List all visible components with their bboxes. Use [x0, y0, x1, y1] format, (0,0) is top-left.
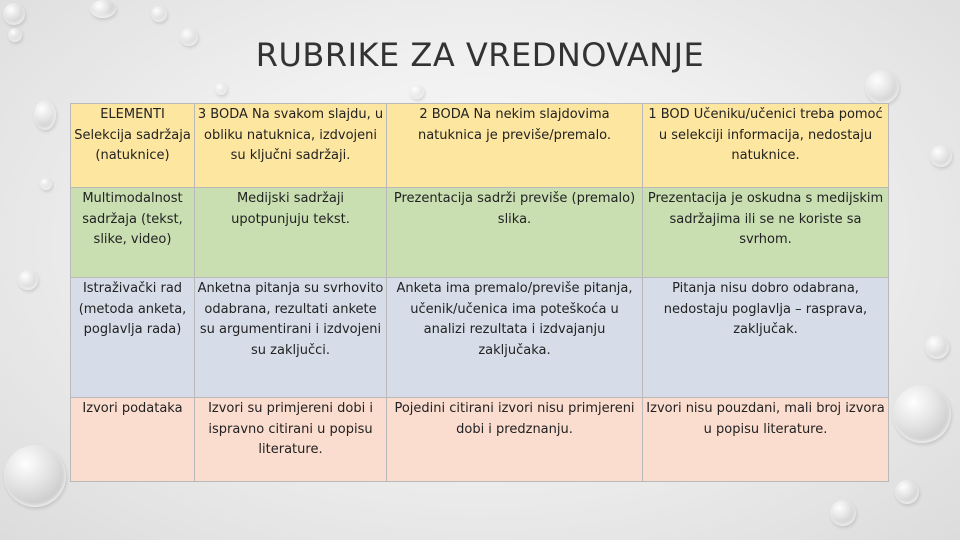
- table-cell-criterion: Multimodalnost sadržaja (tekst, slike, video): [71, 188, 195, 278]
- water-drop-decoration: [34, 100, 56, 130]
- table-row: [71, 104, 889, 188]
- table-cell-criterion: Istraživački rad (metoda anketa, poglavlja rada): [71, 278, 195, 398]
- table-cell-3-points: Anketna pitanja su svrhovito odabrana, rezultati ankete su argumentirani i izdvojeni su zaključci.: [195, 278, 387, 398]
- water-drop-decoration: [90, 0, 116, 18]
- table-cell-3-points: Izvori su primjereni dobi i ispravno citirani u popisu literature.: [195, 398, 387, 482]
- table-row: [71, 398, 889, 482]
- water-drop-decoration: [151, 6, 167, 22]
- water-drop-decoration: [4, 445, 66, 507]
- water-drop-decoration: [830, 500, 856, 526]
- rubric-table: [70, 103, 889, 482]
- table-cell-3-points: Medijski sadržaji upotpunjuju tekst.: [195, 188, 387, 278]
- table-cell-1-point: Izvori nisu pouzdani, mali broj izvora u popisu literature.: [643, 398, 889, 482]
- water-drop-decoration: [410, 85, 424, 99]
- water-drop-decoration: [925, 335, 949, 359]
- table-cell-2-points: Anketa ima premalo/previše pitanja, učenik/učenica ima poteškoća u analizi rezultata i izdvajanju zaključaka.: [387, 278, 643, 398]
- table-cell-2-points: Pojedini citirani izvori nisu primjereni dobi i predznanju.: [387, 398, 643, 482]
- slide-title: RUBRIKE ZA VREDNOVANJE: [255, 36, 705, 74]
- water-drop-decoration: [40, 178, 52, 190]
- water-drop-decoration: [215, 83, 227, 95]
- water-drop-decoration: [895, 480, 919, 504]
- table-cell-1-point: Pitanja nisu dobro odabrana, nedostaju poglavlja – rasprava, zaključak.: [643, 278, 889, 398]
- table-cell-2-points: 2 BODA Na nekim slajdovima natuknica je previše/premalo.: [387, 104, 643, 188]
- table-cell-criterion: Izvori podataka: [71, 398, 195, 482]
- table-cell-criterion: ELEMENTI Selekcija sadržaja (natuknice): [71, 104, 195, 188]
- table-cell-3-points: 3 BODA Na svakom slajdu, u obliku natuknica, izdvojeni su ključni sadržaji.: [195, 104, 387, 188]
- water-drop-decoration: [865, 70, 899, 104]
- water-drop-decoration: [3, 3, 25, 25]
- table-row: [71, 188, 889, 278]
- table-row: [71, 278, 889, 398]
- water-drop-decoration: [893, 385, 951, 443]
- table-cell-2-points: Prezentacija sadrži previše (premalo) slika.: [387, 188, 643, 278]
- water-drop-decoration: [930, 145, 952, 167]
- water-drop-decoration: [18, 270, 38, 290]
- table-cell-1-point: Prezentacija je oskudna s medijskim sadržajima ili se ne koriste sa svrhom.: [643, 188, 889, 278]
- table-cell-1-point: 1 BOD Učeniku/učenici treba pomoć u selekciji informacija, nedostaju natuknice.: [643, 104, 889, 188]
